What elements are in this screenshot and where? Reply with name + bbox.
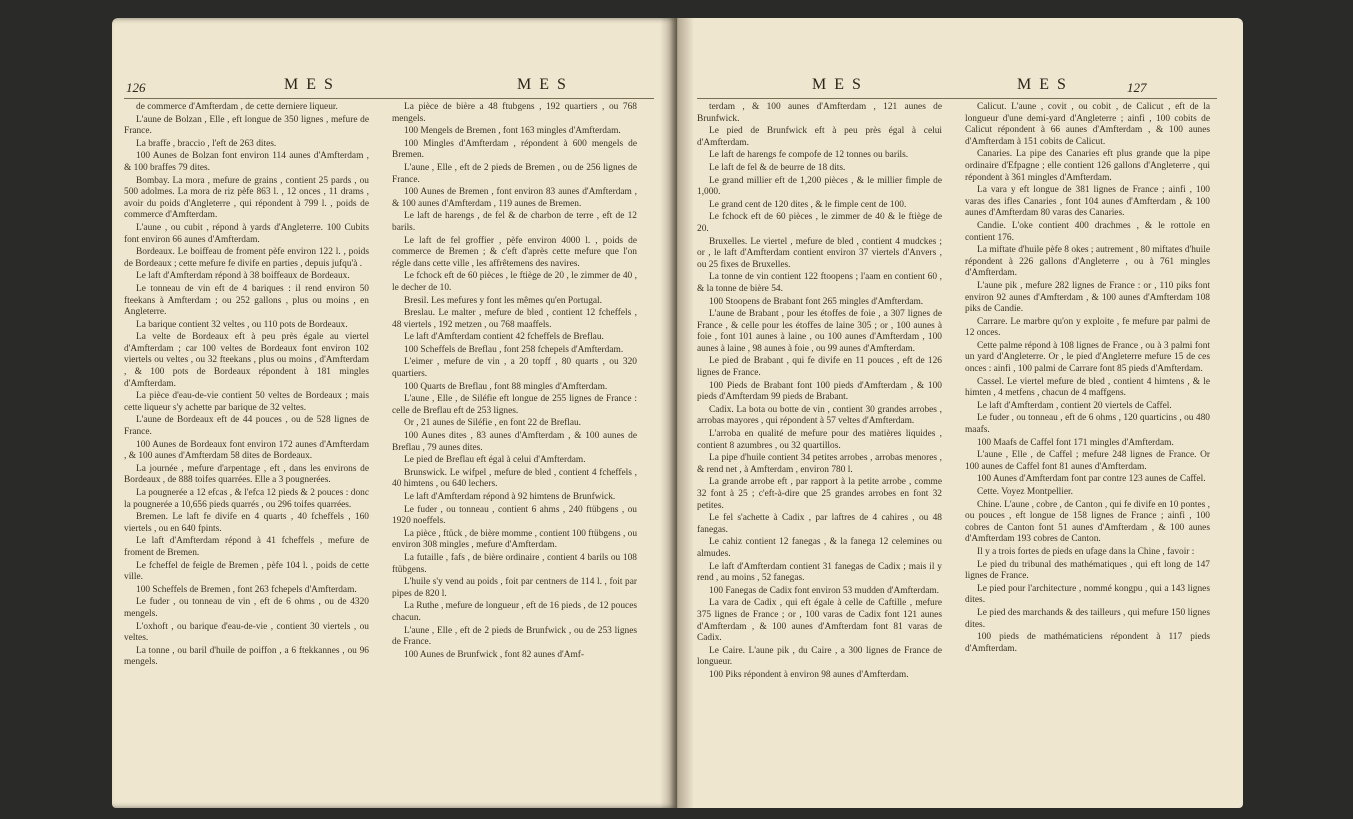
paragraph: Le cahiz contient 12 fanegas , & la fanega 12 celemines ou almudes.	[697, 537, 942, 559]
paragraph: La vara de Cadix , qui eft égale à celle de Caftille , mefure 375 lignes de France ; or , 100 varas de Cadix font 121 aunes d'Amfterdam , & 100 aunes d'Amfterdam font 81 varas de Cadix.	[697, 598, 942, 644]
paragraph: Chine. L'aune , cobre , de Canton , qui fe divife en 10 pontes , ou pouces , eft longue de 158 lignes de France ; ainfi , 100 cobres de Canton font 51 aunes d'Amfterdam , & 100 aunes d'Amfterdam 193 cobres de Canton.	[965, 499, 1210, 545]
paragraph: Le pied de Brabant , qui fe divife en 11 pouces , eft de 126 lignes de France.	[697, 356, 942, 379]
paragraph: L'arroba en qualité de mefure pour des matières liquides , contient 8 azumbres , ou 32 quartillos.	[697, 429, 942, 451]
paragraph: 100 Aunes dites , 83 aunes d'Amfterdam , & 100 aunes de Breflau , 79 aunes dites.	[392, 431, 637, 453]
paragraph: La journée , mefure d'arpentage , eft , dans les environs de Bordeaux , de 888 toifes quarrées. Elle a 3 pougnerées.	[124, 463, 369, 486]
paragraph: Cadix. La bota ou botte de vin , contient 30 grandes arrobes , arrobas mayores , qui répondent à 57 veltes d'Amfterdam.	[697, 404, 942, 427]
paragraph: Le laft de fel & de beurre de 18 dits.	[709, 162, 846, 173]
paragraph: Le fel s'achette à Cadix , par laftres de 4 cahires , ou 48 fanegas.	[697, 513, 942, 535]
paragraph: Il y a trois fortes de pieds en ufage dans la Chine , favoir :	[977, 546, 1195, 557]
paragraph: La tonne , ou baril d'huile de poiffon , a 6 ftekkannes , ou 96 mengels.	[124, 645, 369, 668]
paragraph: 100 Pieds de Brabant font 100 pieds d'Amfterdam , & 100 pieds d'Amfterdam 99 pieds de Brabant.	[697, 380, 942, 403]
paragraph: 100 Aunes d'Amfterdam font par contre 123 aunes de Caffel.	[977, 474, 1206, 485]
paragraph: L'aune de Brabant , pour les étoffes de foie , a 307 lignes de France , & celle pour les étoffes de laine 305 ; or , 100 aunes à foie , font 101 aunes à laine , ou 100 aunes d'Amfterdam , 100 aunes à laine , 98 aunes à foie , ou 99 aunes d'Amfterdam.	[697, 309, 942, 354]
right-page	[677, 18, 1243, 808]
paragraph: Le pied pour l'architecture , nommé kongpu , qui a 143 lignes dites.	[965, 583, 1210, 606]
paragraph: La vara y eft longue de 381 lignes de France ; ainfi , 100 varas des ifles Canaries , font 104 aunes d'Amfterdam , & 100 aunes d'Amfterdam 80 varas des Canaries.	[965, 185, 1210, 219]
text-column	[392, 102, 637, 802]
paragraph: L'aune de Bordeaux eft de 44 pouces , ou de 528 lignes de France.	[124, 415, 369, 438]
left-page	[112, 18, 677, 808]
paragraph: Le laft d'Amfterdam répond à 92 himtens de Brunfwick.	[404, 492, 616, 502]
paragraph: 100 Maafs de Caffel font 171 mingles d'Amfterdam.	[977, 437, 1174, 448]
paragraph: Or , 21 aunes de Siléfie , en font 22 de Breflau.	[404, 418, 582, 429]
paragraph: 100 Aunes de Bolzan font environ 114 aunes d'Amfterdam , & 100 braffes 79 dites.	[124, 151, 369, 173]
paragraph: L'aune de Bolzan , Elle , eft longue de 350 lignes , mefure de France.	[124, 114, 369, 137]
paragraph: Cette palme répond à 108 lignes de France , ou à 3 palmi font un yard d'Angleterre. Or , le pied d'Angleterre mefure 15 de ces onces : ainfi , 100 palmi de Carrare font 85 pieds d'Amfterdam.	[965, 340, 1210, 375]
paragraph: Le pied de Breflau eft égal à celui d'Amfterdam.	[404, 455, 586, 466]
paragraph: Le laft d'Amfterdam répond à 41 fcheffels , mefure de froment de Bremen.	[124, 536, 369, 558]
paragraph: La pièce , ftück , de bière momme , contient 100 ftübgens , ou environ 308 mingles , mefure d'Amfterdam.	[392, 528, 637, 551]
paragraph: Canaries. La pipe des Canaries eft plus grande que la pipe ordinaire d'Efpagne ; elle contient 126 gallons d'Angleterre , qui répondent à 361 mingles d'Amfterdam.	[965, 149, 1210, 183]
paragraph: 100 Aunes de Bordeaux font environ 172 aunes d'Amfterdam , & 100 aunes d'Amfterdam 58 dites de Bordeaux.	[124, 439, 369, 462]
header-rule	[697, 98, 1217, 99]
running-head: M E S	[517, 76, 568, 93]
paragraph: Cassel. Le viertel mefure de bled , contient 4 himtens , & le himten , 4 metfens , chacun de 4 maffgens.	[965, 376, 1210, 399]
paragraph: Le laft d'Amfterdam , contient 20 viertels de Caffel.	[977, 400, 1172, 411]
paragraph: Le pied du tribunal des mathématiques , qui eft long de 147 lignes de France.	[965, 559, 1210, 582]
paragraph: L'aune pik , mefure 282 lignes de France : or , 110 piks font environ 92 aunes d'Amfterdam , & 100 aunes d'Amfterdam 108 piks de Candie.	[965, 280, 1210, 315]
paragraph: Le fuder , ou tonneau de vin , eft de 6 ohms , ou de 4320 mengels.	[124, 597, 369, 619]
paragraph: Le laft de harengs fe compofe de 12 tonnes ou barils.	[709, 150, 909, 161]
paragraph: Carrare. Le marbre qu'on y exploite , fe mefure par palmi de 12 onces.	[965, 316, 1210, 339]
paragraph: Le fchock eft de 60 pièces , le zimmer de 40 & le ftiège de 20.	[697, 212, 942, 234]
paragraph: Brunswick. Le wifpel , mefure de bled , contient 4 fcheffels , 40 himtens , ou 640 lechers.	[392, 467, 637, 490]
paragraph: 100 pieds de mathématiciens répondent à 117 pieds d'Amfterdam.	[965, 632, 1210, 654]
paragraph: 100 Fanegas de Cadix font environ 53 mudden d'Amfterdam.	[709, 585, 940, 596]
paragraph: Le laft de harengs , de fel & de charbon de terre , eft de 12 barils.	[392, 211, 637, 233]
header-rule	[124, 98, 654, 99]
paragraph: La tonne de vin contient 122 ftoopens ; l'aam en contient 60 , & la tonne de bière 54.	[697, 272, 942, 294]
paragraph: L'huile s'y vend au poids , foit par centners de 114 l. , foit par pipes de 820 l.	[392, 577, 637, 599]
paragraph: 100 Aunes de Bremen , font environ 83 aunes d'Amfterdam , & 100 aunes d'Amfterdam , 119 aunes de Bremen.	[392, 187, 637, 209]
paragraph: Cette. Voyez Montpellier.	[977, 487, 1073, 497]
paragraph: La grande arrobe eft , par rapport à la petite arrobe , comme 32 font à 25 ; c'eft-à-dire que 25 grandes arrobes en font 32 petites.	[697, 477, 942, 511]
paragraph: La miftate d'huile pèfe 8 okes ; autrement , 80 miftates d'huile répondent à 226 gallons d'Angleterre , ou à 761 mingles d'Amfterdam.	[965, 245, 1210, 279]
paragraph: La braffe , braccio , l'eft de 263 dites.	[136, 138, 277, 149]
paragraph: Le fcheffel de feigle de Bremen , pèfe 104 l. , poids de cette ville.	[124, 560, 369, 583]
paragraph: La Ruthe , mefure de longueur , eft de 16 pieds , de 12 pouces chacun.	[392, 601, 637, 623]
paragraph: Breslau. Le malter , mefure de bled , contient 12 fcheffels , 48 viertels , 192 metzen , ou 768 maaffels.	[392, 308, 637, 330]
paragraph: Le laft de fel groffier , pèfe environ 4000 l. , poids de commerce de Bremen ; & c'eft d'après cette mefure que l'on régle dans cette ville , les affrêtemens des navires.	[392, 235, 637, 269]
text-column	[965, 102, 1210, 802]
running-head: M E S	[1017, 76, 1068, 93]
paragraph: Le laft d'Amfterdam contient 42 fcheffels de Breflau.	[404, 332, 604, 343]
paragraph: Le grand cent de 120 dites , & le fimple cent de 100.	[709, 199, 907, 210]
paragraph: La futaille , fafs , de bière ordinaire , contient 4 barils ou 108 ftübgens.	[392, 552, 637, 575]
paragraph: 100 Mingles d'Amfterdam , répondent à 600 mengels de Bremen.	[392, 138, 637, 161]
paragraph: terdam , & 100 aunes d'Amfterdam , 121 aunes de Brunfwick.	[697, 102, 942, 124]
paragraph: L'aune , ou cubit , répond à yards d'Angleterre. 100 Cubits font environ 66 aunes d'Amfterdam.	[124, 222, 369, 245]
page-number: 127	[1127, 80, 1147, 95]
paragraph: Le tonneau de vin eft de 4 bariques : il rend environ 50 fteekans à Amfterdam ; ou 252 gallons , plus ou moins , en Angleterre.	[124, 283, 369, 318]
paragraph: Bordeaux. Le boiffeau de froment pèfe environ 122 l. , poids de Bordeaux ; cette mefure fe divife en parties , depuis jufqu'à .	[124, 247, 369, 269]
paragraph: Le fuder , ou tonneau , contient 6 ahms , 240 ftübgens , ou 1920 noeffels.	[392, 504, 637, 527]
paragraph: L'aune , Elle , eft de 2 pieds de Bremen , ou de 256 lignes de France.	[392, 162, 637, 185]
paragraph: L'eimer , mefure de vin , a 20 topff , 80 quarts , ou 320 quartiers.	[392, 357, 637, 380]
paragraph: 100 Aunes de Brunfwick , font 82 aunes d'Amf-	[404, 649, 585, 660]
paragraph: Bombay. La mora , mefure de grains , contient 25 pards , ou 500 adolmes. La mora de riz pèfe 863 l. , 12 onces , 11 drams , avoir du poids d'Angleterre , qui répondent à 799 l. , poids de commerce d'Amfterdam.	[124, 175, 369, 221]
paragraph: La pipe d'huile contient 34 petites arrobes , arrobas menores , & rend net , à Amfterdam , environ 780 l.	[697, 453, 942, 475]
paragraph: Le grand millier eft de 1,200 pièces , & le millier fimple de 1,000.	[697, 175, 942, 198]
paragraph: La pièce de bière a 48 ftubgens , 192 quartiers , ou 768 mengels.	[392, 102, 637, 124]
running-head: M E S	[284, 76, 335, 93]
paragraph: La velte de Bordeaux eft à peu près égale au viertel d'Amfterdam ; car 100 veltes de Bordeaux font environ 102 viertels ou veltes , ou 32 fteekans , plus ou moins , d'Amfterdam , & 100 pots de Bordeaux répondent à 181 mingles d'Amfterdam.	[124, 332, 369, 389]
paragraph: Le pied des marchands & des tailleurs , qui mefure 150 lignes dites.	[965, 607, 1210, 630]
paragraph: Le fuder , ou tonneau , eft de 6 ohms , 120 quarticins , ou 480 maafs.	[965, 413, 1210, 436]
paragraph: La pièce d'eau-de-vie contient 50 veltes de Bordeaux ; mais cette liqueur s'y achette par barique de 32 veltes.	[124, 391, 369, 413]
paragraph: Candie. L'oke contient 400 drachmes , & le rottole en contient 176.	[965, 220, 1210, 243]
paragraph: Bruxelles. Le viertel , mefure de bled , contient 4 mudckes ; or , le laft d'Amfterdam contient environ 37 viertels d'Anvers , ou 25 fixes de Bruxelles.	[697, 236, 942, 270]
paragraph: 100 Mengels de Bremen , font 163 mingles d'Amfterdam.	[404, 126, 621, 137]
paragraph: Bremen. Le laft fe divife en 4 quarts , 40 fcheffels , 160 viertels , ou en 640 fpints.	[124, 512, 369, 534]
paragraph: Le Caire. L'aune pik , du Caire , a 300 lignes de France de longueur.	[697, 645, 942, 668]
paragraph: Le laft d'Amfterdam répond à 38 boiffeaux de Bordeaux.	[136, 271, 350, 282]
text-column	[697, 102, 942, 802]
paragraph: Le fchock eft de 60 pièces , le ftiège de 20 , le zimmer de 40 , le decher de 10.	[392, 271, 637, 293]
paragraph: La barique contient 32 veltes , ou 110 pots de Bordeaux.	[136, 319, 348, 330]
page-number: 126	[126, 80, 146, 95]
paragraph: 100 Scheffels de Breflau , font 258 fchepels d'Amfterdam.	[404, 344, 624, 355]
paragraph: L'aune , Elle , de Caffel ; mefure 248 lignes de France. Or 100 aunes de Caffel font 81 aunes d'Amfterdam.	[965, 450, 1210, 472]
paragraph: L'oxhoft , ou barique d'eau-de-vie , contient 30 viertels , ou veltes.	[124, 621, 369, 644]
paragraph: 100 Piks répondent à environ 98 aunes d'Amfterdam.	[709, 669, 909, 680]
paragraph: Le laft d'Amfterdam contient 31 fanegas de Cadix ; mais il y rend , au moins , 52 fanegas.	[697, 561, 942, 584]
paragraph: 100 Quarts de Breflau , font 88 mingles d'Amfterdam.	[404, 381, 608, 392]
paragraph: L'aune , Elle , de Siléfie eft longue de 255 lignes de France : celle de Breflau eft de 253 lignes.	[392, 394, 637, 416]
paragraph: Le pied de Brunfwick eft à peu près égal à celui d'Amfterdam.	[697, 126, 942, 148]
text-column	[124, 102, 369, 802]
paragraph: de commerce d'Amfterdam , de cette derniere liqueur.	[136, 102, 338, 112]
running-head: M E S	[812, 76, 863, 93]
paragraph: La pougnerée a 12 efcas , & l'efca 12 pieds & 2 pouces : donc la pougnerée a 10,656 pieds quarrés , ou 296 toifes quarrées.	[124, 488, 369, 510]
paragraph: 100 Scheffels de Bremen , font 263 fchepels d'Amfterdam.	[136, 584, 357, 595]
paragraph: Calicut. L'aune , covit , ou cobit , de Calicut , eft de la longueur d'une demi-yard d'Angleterre ; ainfi , 100 cobits de Calicut répondent à 66 aunes d'Amfterdam , & 100 aunes d'Amfterdam à 151 cobits de Calicut.	[965, 102, 1210, 147]
paragraph: 100 Stoopens de Brabant font 265 mingles d'Amfterdam.	[709, 296, 924, 307]
paragraph: L'aune , Elle , eft de 2 pieds de Brunfwick , ou de 253 lignes de France.	[392, 625, 637, 648]
paragraph: Bresil. Les mefures y font les mêmes qu'en Portugal.	[404, 295, 603, 306]
